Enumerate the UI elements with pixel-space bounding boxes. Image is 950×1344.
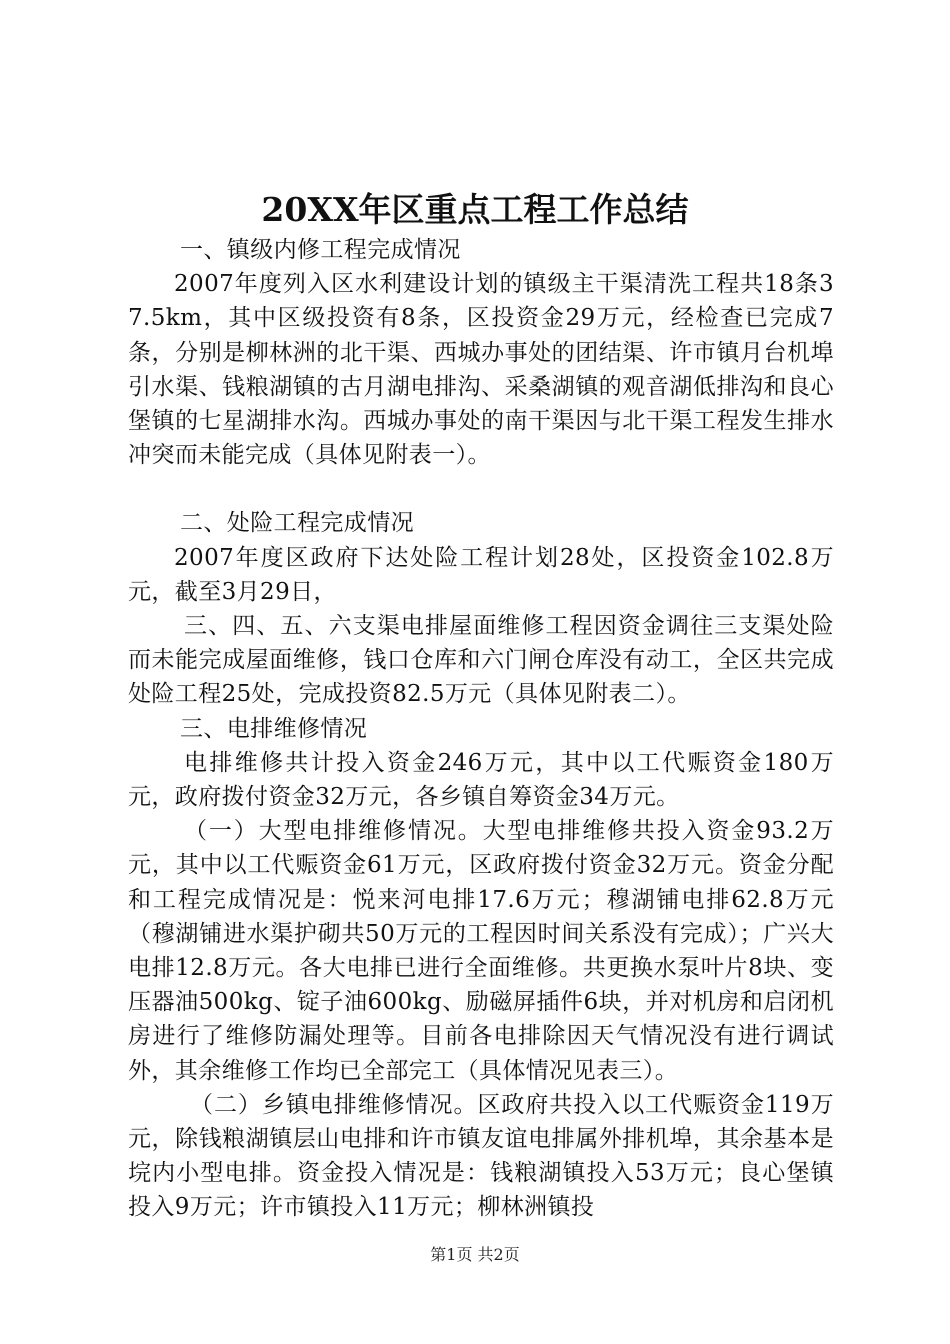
paragraph: （二）乡镇电排维修情况。区政府共投入以工代赈资金119万元，除钱粮湖镇层山电排和许市镇友谊电排属外排机埠，其余基本是垸内小型电排。资金投入情况是：钱粮湖镇投入53万元；良心堡镇投入9万元；许市镇投入11万元；柳林洲镇投 [128,1091,834,1221]
section-heading: 二、处险工程完成情况 [180,510,414,537]
section-heading: 一、镇级内修工程完成情况 [180,237,461,263]
document-body [128,233,834,1225]
paragraph: 电排维修共计投入资金246万元，其中以工代赈资金180万元，政府拨付资金32万元，各乡镇自筹资金34万元。 [128,749,834,811]
paragraph: 2007年度区政府下达处险工程计划28处，区投资金102.8万元，截至3月29日， [128,544,834,605]
page-footer: 第1页 共2页 [430,1245,520,1264]
section-heading: 三、电排维修情况 [180,715,368,742]
paragraph-gap [128,472,834,506]
paragraph: （一）大型电排维修情况。大型电排维修共投入资金93.2万元，其中以工代赈资金61万元，区政府拨付资金32万元。资金分配和工程完成情况是：悦来河电排17.6万元；穆湖铺电排62.8万元（穆湖铺进水渠护砌共50万元的工程因时间关系没有完成）；广兴大电排12.8万元。各大电排已进行全面维修。共更换水泵叶片8块、变压器油500kg、锭子油600kg、励磁屏插件6块，并对机房和启闭机房进行了维修防漏处理等。目前各电排除因天气情况没有进行调试外，其余维修工作均已全部完工（具体情况见表三）。 [128,818,834,1084]
paragraph: 三、四、五、六支渠电排屋面维修工程因资金调往三支渠处险而未能完成屋面维修，钱口仓库和六门闸仓库没有动工，全区共完成处险工程25处，完成投资82.5万元（具体见附表二）。 [128,613,834,708]
document-title: 20XX年区重点工程工作总结 [261,190,689,229]
paragraph: 2007年度列入区水利建设计划的镇级主干渠清洗工程共18条37.5km，其中区级投资有8条，区投资金29万元，经检查已完成7条，分别是柳林洲的北干渠、西城办事处的团结渠、许市镇月台机埠引水渠、钱粮湖镇的古月湖电排沟、采桑湖镇的观音湖低排沟和良心堡镇的七星湖排水沟。西城办事处的南干渠因与北干渠工程发生排水冲突而未能完成（具体见附表一）。 [128,271,834,469]
